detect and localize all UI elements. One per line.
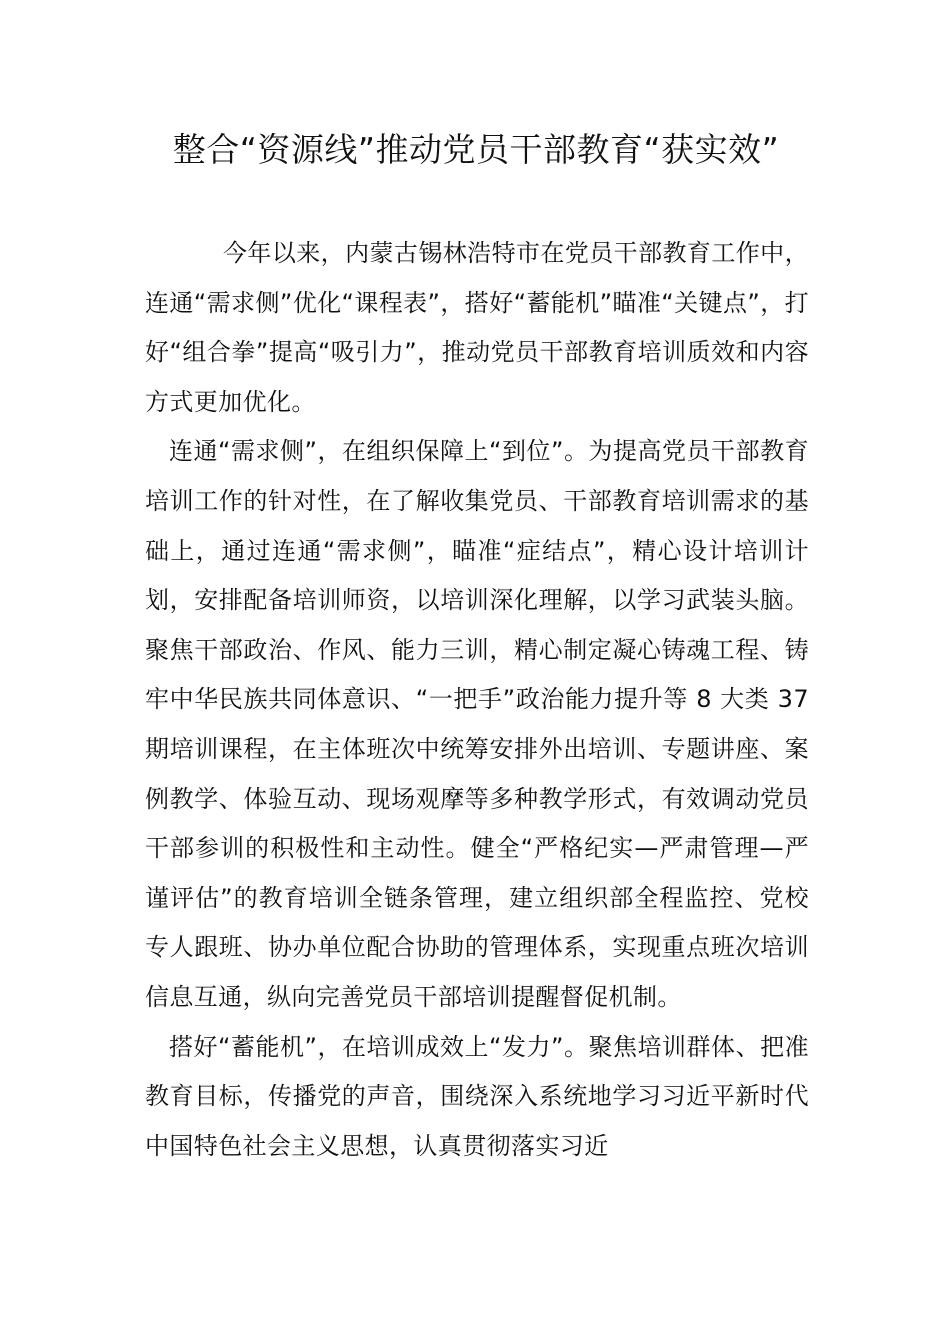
document-title: 整合“资源线”推动党员干部教育“获实效” (172, 130, 780, 169)
paragraph-energy-machine: 搭好“蓄能机”，在培训成效上“发力”。聚焦培训群体、把准教育目标，传播党的声音，围绕深入系统地学习习近平新时代中国特色社会主义思想，认真贯彻落实习近 (145, 1032, 809, 1160)
document-body (145, 229, 809, 1171)
paragraph-demand-side: 连通“需求侧”，在组织保障上“到位”。为提高党员干部教育培训工作的针对性，在了解收集党员、干部教育培训需求的基础上，通过连通“需求侧”，瞄准“症结点”，精心设计培训计划，安排配备培训师资，以培训深化理解，以学习武装头脑。聚焦干部政治、作风、能力三训，精心制定凝心铸魂工程、铸牢中华民族共同体意识、“一把手”政治能力提升等 8 大类 37 期培训课程，在主体班次中统筹安排外出培训、专题讲座、案例教学、体验互动、现场观摩等多种教学形式，有效调动党员干部参训的积极性和主动性。健全“严格纪实—严肃管理—严谨评估”的教育培训全链条管理，建立组织部全程监控、党校专人跟班、协办单位配合协助的管理体系，实现重点班次培训信息互通，纵向完善党员干部培训提醒督促机制。 (145, 437, 809, 1011)
paragraph-intro: 今年以来，内蒙古锡林浩特市在党员干部教育工作中，连通“需求侧”优化“课程表”，搭好“蓄能机”瞄准“关键点”，打好“组合拳”提高“吸引力”，推动党员干部教育培训质效和内容方式更加优化。 (145, 239, 809, 416)
